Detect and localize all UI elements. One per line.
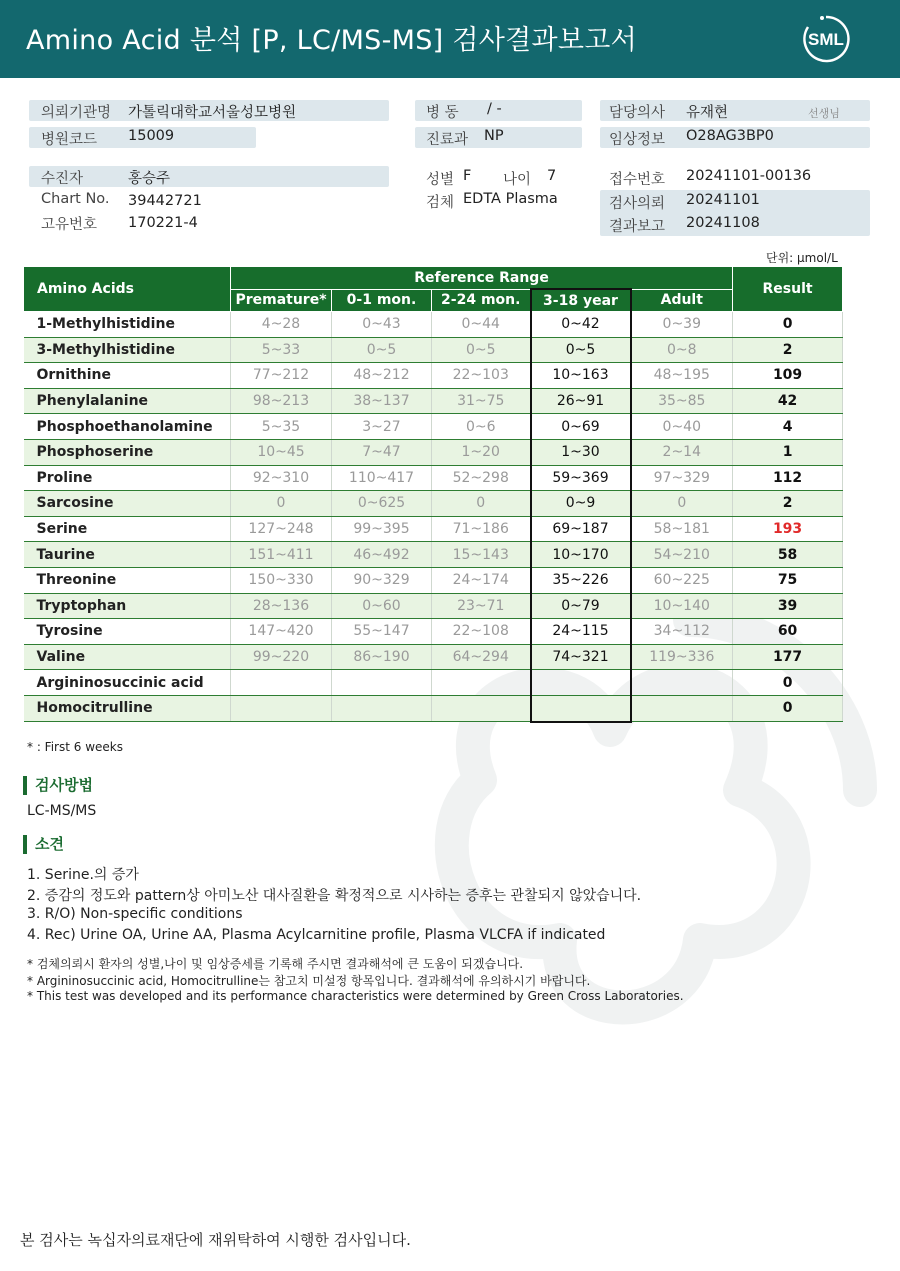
amino-acid-table	[23, 266, 843, 723]
reference-range-cell: 0	[231, 491, 332, 517]
finding-1: 1. Serine.의 증가	[27, 867, 139, 883]
reference-range-cell: 5~35	[231, 414, 332, 440]
result-value: 193	[733, 516, 843, 542]
age-label: 나이	[503, 172, 532, 188]
note-3: * This test was developed and its performance characteristics were determined by Green Cross Laboratories.	[27, 989, 684, 1003]
reference-range-cell: 147~420	[231, 619, 332, 645]
reference-range-cell	[432, 695, 531, 721]
reference-range-cell: 10~140	[631, 593, 733, 619]
reference-range-cell: 26~91	[531, 388, 631, 414]
reference-range-cell: 60~225	[631, 567, 733, 593]
reference-range-cell: 24~115	[531, 619, 631, 645]
note-1: * 검체의뢰시 환자의 성별,나이 및 임상증세를 기록해 주시면 결과해석에 큰 도움이 되겠습니다.	[27, 957, 524, 971]
reference-range-cell: 0~42	[531, 312, 631, 338]
reference-range-cell: 22~108	[432, 619, 531, 645]
doctor-value: 유재현	[686, 105, 729, 121]
amino-acid-name: Phosphoethanolamine	[24, 414, 231, 440]
finding-3: 3. R/O) Non-specific conditions	[27, 906, 243, 922]
department-value: NP	[484, 128, 504, 144]
table-row	[24, 644, 843, 670]
reference-range-cell: 0~79	[531, 593, 631, 619]
table-row	[24, 439, 843, 465]
table-row	[24, 516, 843, 542]
amino-acid-name: Valine	[24, 644, 231, 670]
result-value: 0	[733, 312, 843, 338]
reference-range-cell: 0~625	[332, 491, 432, 517]
result-header: Result	[733, 267, 843, 312]
reference-range-cell: 0~8	[631, 337, 733, 363]
result-value: 39	[733, 593, 843, 619]
table-row	[24, 363, 843, 389]
unique-label: 고유번호	[41, 217, 98, 233]
sex-value: F	[463, 168, 472, 184]
patient-value: 홍승주	[128, 171, 171, 187]
reference-range-header: Reference Range	[231, 267, 733, 290]
hospital-code-value: 15009	[128, 128, 175, 144]
reference-range-cell: 1~20	[432, 439, 531, 465]
reference-range-cell	[231, 670, 332, 696]
ward-label: 병 동	[426, 105, 459, 121]
reference-range-cell: 10~45	[231, 439, 332, 465]
unit-label: 단위: μmol/L	[766, 251, 838, 265]
ref-col-header: Adult	[631, 289, 733, 312]
reference-range-cell	[332, 670, 432, 696]
ward-value: / -	[487, 101, 502, 117]
ref-col-header: Premature*	[231, 289, 332, 312]
amino-acid-name: 3-Methylhistidine	[24, 337, 231, 363]
reference-range-cell: 59~369	[531, 465, 631, 491]
request-label: 검사의뢰	[609, 196, 666, 212]
result-value: 0	[733, 695, 843, 721]
reference-range-cell: 0	[432, 491, 531, 517]
report-value: 20241108	[686, 215, 760, 231]
reference-range-cell: 34~112	[631, 619, 733, 645]
request-value: 20241101	[686, 192, 760, 208]
reference-range-cell: 150~330	[231, 567, 332, 593]
result-value: 58	[733, 542, 843, 568]
note-2: * Argininosuccinic acid, Homocitrulline는 참고치 미설정 항목입니다. 결과해석에 유의하시기 바랍니다.	[27, 974, 591, 988]
reference-range-cell: 151~411	[231, 542, 332, 568]
reference-range-cell	[631, 695, 733, 721]
table-row	[24, 695, 843, 721]
reference-range-cell: 86~190	[332, 644, 432, 670]
table-row	[24, 414, 843, 440]
reference-range-cell: 48~195	[631, 363, 733, 389]
table-row	[24, 619, 843, 645]
reference-range-cell: 24~174	[432, 567, 531, 593]
institution-value: 가톨릭대학교서울성모병원	[128, 105, 297, 121]
result-value: 1	[733, 439, 843, 465]
finding-2: 2. 증감의 정도와 pattern상 아미노산 대사질환을 확정적으로 시사하는 증후는 관찰되지 않았습니다.	[27, 888, 642, 904]
amino-acid-name: Phenylalanine	[24, 388, 231, 414]
reference-range-cell: 35~85	[631, 388, 733, 414]
reference-range-cell: 54~210	[631, 542, 733, 568]
reference-range-cell: 28~136	[231, 593, 332, 619]
reference-range-cell	[531, 695, 631, 721]
reference-range-cell: 15~143	[432, 542, 531, 568]
reference-range-cell: 110~417	[332, 465, 432, 491]
reference-range-cell: 0~39	[631, 312, 733, 338]
table-row	[24, 491, 843, 517]
age-value: 7	[547, 168, 557, 184]
reference-range-cell: 69~187	[531, 516, 631, 542]
footer-note: 본 검사는 녹십자의료재단에 재위탁하여 시행한 검사입니다.	[20, 1231, 411, 1249]
table-row	[24, 312, 843, 338]
result-value: 2	[733, 491, 843, 517]
specimen-label: 검체	[426, 195, 455, 211]
reference-range-cell: 58~181	[631, 516, 733, 542]
chart-label: Chart No.	[41, 191, 110, 207]
reference-range-cell: 0~40	[631, 414, 733, 440]
table-row	[24, 567, 843, 593]
reference-range-cell	[631, 670, 733, 696]
reference-range-cell: 0~60	[332, 593, 432, 619]
premature-footnote: * : First 6 weeks	[27, 740, 123, 754]
reference-range-cell: 90~329	[332, 567, 432, 593]
reference-range-cell: 0~6	[432, 414, 531, 440]
logo-text: SML	[808, 30, 844, 49]
ref-col-header: 3-18 year	[531, 289, 631, 312]
chart-value: 39442721	[128, 193, 202, 209]
method-value: LC-MS/MS	[27, 803, 97, 819]
reference-range-cell: 31~75	[432, 388, 531, 414]
reference-range-cell: 1~30	[531, 439, 631, 465]
reference-range-cell: 23~71	[432, 593, 531, 619]
reference-range-cell: 7~47	[332, 439, 432, 465]
reference-range-cell: 71~186	[432, 516, 531, 542]
reference-range-cell: 3~27	[332, 414, 432, 440]
sex-label: 성별	[426, 172, 455, 188]
reference-range-cell: 10~170	[531, 542, 631, 568]
amino-acid-name: 1-Methylhistidine	[24, 312, 231, 338]
ref-col-header: 2-24 mon.	[432, 289, 531, 312]
reference-range-cell: 119~336	[631, 644, 733, 670]
table-row	[24, 465, 843, 491]
result-value: 177	[733, 644, 843, 670]
reference-range-cell: 48~212	[332, 363, 432, 389]
reference-range-cell: 98~213	[231, 388, 332, 414]
amino-acid-name: Threonine	[24, 567, 231, 593]
report-label: 결과보고	[609, 219, 666, 235]
report-header	[0, 0, 900, 78]
report-title: Amino Acid 분석 [P, LC/MS-MS] 검사결과보고서	[26, 25, 638, 56]
reference-range-cell: 0~9	[531, 491, 631, 517]
reference-range-cell: 99~395	[332, 516, 432, 542]
reference-range-cell	[332, 695, 432, 721]
result-value: 60	[733, 619, 843, 645]
table-row	[24, 337, 843, 363]
reference-range-cell: 97~329	[631, 465, 733, 491]
findings-title: 소견	[23, 835, 64, 854]
reference-range-cell: 4~28	[231, 312, 332, 338]
reference-range-cell: 77~212	[231, 363, 332, 389]
institution-label: 의뢰기관명	[41, 105, 112, 121]
reference-range-cell: 5~33	[231, 337, 332, 363]
reference-range-cell: 55~147	[332, 619, 432, 645]
result-value: 4	[733, 414, 843, 440]
reference-range-cell	[531, 670, 631, 696]
reference-range-cell: 10~163	[531, 363, 631, 389]
patient-label: 수진자	[41, 171, 84, 187]
reference-range-cell: 0~44	[432, 312, 531, 338]
reference-range-cell: 0~5	[332, 337, 432, 363]
reference-range-cell: 127~248	[231, 516, 332, 542]
specimen-value: EDTA Plasma	[463, 191, 558, 207]
department-label: 진료과	[426, 132, 469, 148]
result-value: 109	[733, 363, 843, 389]
reference-range-cell: 74~321	[531, 644, 631, 670]
reference-range-cell: 2~14	[631, 439, 733, 465]
reference-range-cell: 46~492	[332, 542, 432, 568]
hospital-code-label: 병원코드	[41, 132, 98, 148]
reference-range-cell: 22~103	[432, 363, 531, 389]
amino-acid-name: Proline	[24, 465, 231, 491]
reference-range-cell: 38~137	[332, 388, 432, 414]
reference-range-cell: 35~226	[531, 567, 631, 593]
reference-range-cell: 0	[631, 491, 733, 517]
reference-range-cell: 0~5	[432, 337, 531, 363]
reference-range-cell	[231, 695, 332, 721]
amino-acid-name: Tyrosine	[24, 619, 231, 645]
result-value: 112	[733, 465, 843, 491]
receipt-value: 20241101-00136	[686, 168, 812, 184]
reference-range-cell: 0~43	[332, 312, 432, 338]
reference-range-cell: 0~69	[531, 414, 631, 440]
amino-acid-name: Serine	[24, 516, 231, 542]
finding-4: 4. Rec) Urine OA, Urine AA, Plasma Acylcarnitine profile, Plasma VLCFA if indicated	[27, 927, 606, 943]
amino-acid-name: Taurine	[24, 542, 231, 568]
result-value: 0	[733, 670, 843, 696]
reference-range-cell: 0~5	[531, 337, 631, 363]
reference-range-cell	[432, 670, 531, 696]
amino-acid-name: Homocitrulline	[24, 695, 231, 721]
clinical-info-label: 임상정보	[609, 132, 666, 148]
table-row	[24, 670, 843, 696]
table-row	[24, 388, 843, 414]
amino-acid-name: Tryptophan	[24, 593, 231, 619]
reference-range-cell: 52~298	[432, 465, 531, 491]
amino-acid-name: Sarcosine	[24, 491, 231, 517]
unique-value: 170221-4	[128, 215, 198, 231]
doctor-label: 담당의사	[609, 105, 666, 121]
result-value: 75	[733, 567, 843, 593]
method-title: 검사방법	[23, 776, 93, 795]
amino-acid-name: Phosphoserine	[24, 439, 231, 465]
clinical-info-value: O28AG3BP0	[686, 128, 774, 144]
doctor-suffix: 선생님	[808, 107, 840, 120]
receipt-label: 접수번호	[609, 172, 666, 188]
table-row	[24, 593, 843, 619]
reference-range-cell: 64~294	[432, 644, 531, 670]
amino-acid-name: Ornithine	[24, 363, 231, 389]
amino-acid-name: Argininosuccinic acid	[24, 670, 231, 696]
reference-range-cell: 99~220	[231, 644, 332, 670]
table-row	[24, 542, 843, 568]
reference-range-cell: 92~310	[231, 465, 332, 491]
amino-acids-header: Amino Acids	[24, 267, 231, 312]
result-value: 2	[733, 337, 843, 363]
sml-logo	[800, 14, 852, 64]
ref-col-header: 0-1 mon.	[332, 289, 432, 312]
result-value: 42	[733, 388, 843, 414]
